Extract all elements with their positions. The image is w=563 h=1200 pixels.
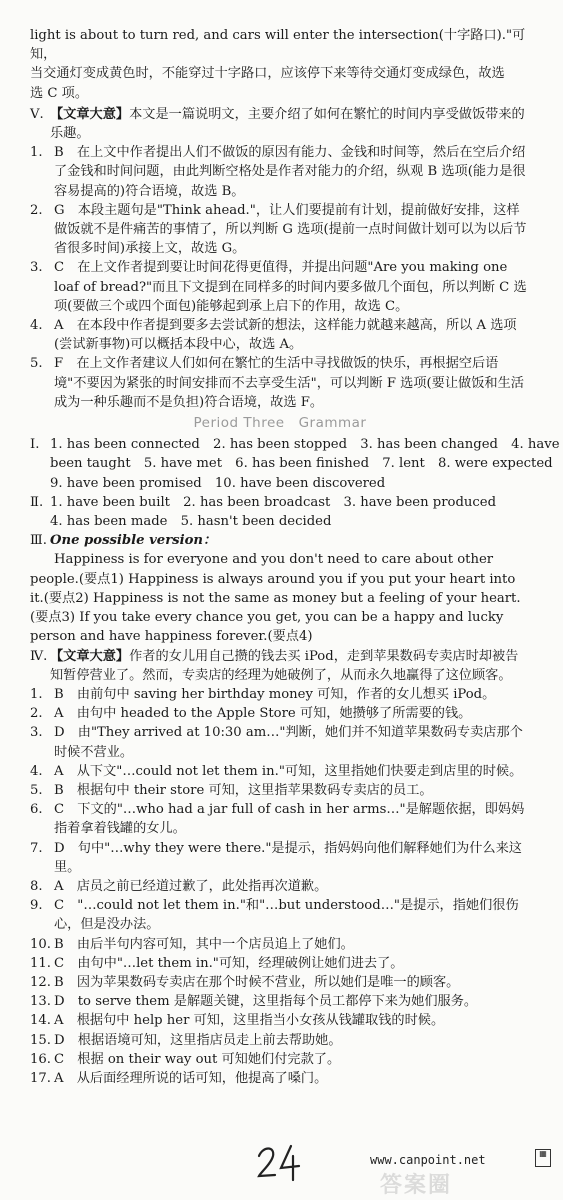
- item-text: B 由前句中 saving her birthday money 可知，作者的女儿想买 iPod。: [54, 686, 496, 702]
- item-number: 5.: [30, 356, 43, 372]
- grammar-answers: [50, 493, 530, 531]
- answer-item: [30, 954, 530, 973]
- item-number: 3.: [30, 725, 43, 741]
- answer-item: [30, 723, 530, 761]
- answer-item: [30, 800, 530, 838]
- version-label: One possible version：: [50, 533, 217, 549]
- sample-essay: Happiness is for everyone and you don't need to care about other people.(要点1) Happiness is always around you if you put your heart into it.(要点2) Happiness is not the same as money but a feeling of your heart.(要点3) If you take every chance you get, you can be a happy and lucky person and have happiness forever.(要点4): [30, 552, 521, 645]
- answer-item: [30, 973, 530, 992]
- answer-item: [30, 143, 530, 201]
- summary-tag: 【文章大意】: [50, 648, 130, 664]
- item-number: 16.: [30, 1051, 51, 1067]
- intro-line: 选 C 项。: [30, 85, 89, 101]
- grammar-row: 9. have been promised 10. have been discovered: [50, 475, 386, 491]
- item-number: 6.: [30, 802, 43, 818]
- period-heading: Period Three Grammar: [193, 415, 367, 432]
- logo-stamp-icon: ▦: [535, 1149, 551, 1167]
- answer-item: [30, 1031, 530, 1050]
- intro-line: light is about to turn red, and cars will enter the intersection(十字路口)."可知，: [30, 28, 526, 63]
- grammar-answers: [50, 435, 560, 493]
- section-number: Ⅳ.: [30, 648, 48, 664]
- item-text: A 从后面经理所说的话可知，他提高了嗓门。: [54, 1070, 328, 1086]
- item-text: B 在上文中作者提出人们不做饭的原因有能力、金钱和时间等，然后在空后介绍了金钱和时间问题，由此判断空格处是作者对能力的介绍，纵观 B 选项(能力是很容易提高的)符合语境，故选 B。: [54, 145, 526, 199]
- item-number: 10.: [30, 936, 51, 952]
- summary-text: 本文是一篇说明文，主要介绍了如何在繁忙的时间内享受做饭带来的乐趣。: [50, 106, 525, 142]
- item-number: 1.: [30, 145, 43, 161]
- item-text: C 下文的"…who had a jar full of cash in her arms…"是解题依据，即妈妈指着拿着钱罐的女儿。: [54, 802, 525, 837]
- section-iv-items: [30, 685, 530, 1088]
- item-number: 2.: [30, 706, 43, 722]
- section-number: Ⅲ.: [30, 533, 47, 549]
- answer-item: [30, 1050, 530, 1069]
- answer-item: [30, 201, 530, 259]
- item-number: 4.: [30, 763, 43, 779]
- item-text: B 由后半句内容可知，其中一个店员追上了她们。: [54, 936, 354, 952]
- item-text: C 在上文作者提到要让时间花得更值得，并提出问题"Are you making one loaf of bread?"而且下文提到在同样多的时间内要多做几个面包，所以判断 C 选项(要做三个或四个面包)能够起到承上启下的作用，故选 C。: [54, 260, 527, 314]
- watermark-logo: 答案圈: [380, 1173, 453, 1198]
- answer-item: [30, 1011, 530, 1030]
- section-number: Ⅰ.: [30, 437, 40, 453]
- grammar-section-1: [30, 435, 560, 493]
- answer-item: [30, 704, 530, 723]
- item-number: 4.: [30, 318, 43, 334]
- item-number: 1.: [30, 686, 43, 702]
- answer-item: [30, 1069, 530, 1088]
- item-number: 12.: [30, 974, 51, 990]
- item-number: 13.: [30, 994, 51, 1010]
- item-text: A 在本段中作者提到要多去尝试新的想法，这样能力就越来越高，所以 A 选项(尝试新事物)可以概括本段中心，故选 A。: [54, 318, 517, 353]
- answer-item: [30, 992, 530, 1011]
- section-v-items: [30, 143, 530, 412]
- item-number: 17.: [30, 1070, 51, 1086]
- grammar-row: 1. has been connected 2. has been stopped 3. has been changed 4. have: [50, 437, 560, 453]
- intro-continuation: [30, 26, 530, 103]
- item-text: D 句中"…why they were there."是提示，指妈妈向他们解释她们为什么来这里。: [54, 840, 522, 875]
- grammar-section-2: [30, 493, 530, 531]
- answer-item: [30, 839, 530, 877]
- item-text: B 因为苹果数码专卖店在那个时候不营业，所以她们是唯一的顾客。: [54, 974, 460, 990]
- item-number: 8.: [30, 878, 43, 894]
- answer-item: [30, 762, 530, 781]
- item-text: D to serve them 是解题关键，这里指每个员工都停下来为她们服务。: [54, 994, 478, 1010]
- item-text: F 在上文作者建议人们如何在繁忙的生活中寻找做饭的快乐，再根据空后语境"不要因为紧张的时间安排而不去享受生活"，可以判断 F 选项(要让做饭和生活成为一种乐趣而不是负担)符合语境，故选 F。: [54, 356, 524, 410]
- item-number: 9.: [30, 898, 43, 914]
- grammar-row: 4. has been made 5. hasn't been decided: [50, 514, 332, 530]
- item-text: D 根据语境可知，这里指店员走上前去帮助她。: [54, 1032, 342, 1048]
- item-text: C "…could not let them in."和"…but understood…"是提示，指她们很伤心，但是没办法。: [54, 898, 519, 933]
- item-text: A 由句中 headed to the Apple Store 可知，她攒够了所需要的钱。: [54, 706, 472, 722]
- section-number: Ⅱ.: [30, 494, 44, 510]
- summary-tag: 【文章大意】: [50, 106, 130, 122]
- answer-item: [30, 258, 530, 316]
- item-text: A 根据句中 help her 可知，这里指当小女孩从钱罐取钱的时候。: [54, 1013, 445, 1029]
- answer-item: [30, 354, 530, 412]
- item-number: 2.: [30, 202, 43, 218]
- item-text: B 根据句中 their store 可知，这里指苹果数码专卖店的员工。: [54, 782, 433, 798]
- item-number: 15.: [30, 1032, 51, 1048]
- handwritten-page-number: [255, 1142, 303, 1182]
- section-iv-summary: [30, 647, 530, 685]
- grammar-section-3-header: [30, 531, 530, 550]
- answer-item: [30, 877, 530, 896]
- section-v-summary: [30, 105, 530, 143]
- item-number: 11.: [30, 955, 51, 971]
- item-text: C 根据 on their way out 可知她们付完款了。: [54, 1051, 341, 1067]
- answer-item: [30, 316, 530, 354]
- grammar-row: 1. have been built 2. has been broadcast 3. have been produced: [50, 494, 497, 510]
- item-number: 3.: [30, 260, 43, 276]
- website-url: www.canpoint.net: [370, 1153, 486, 1167]
- item-number: 14.: [30, 1013, 51, 1029]
- item-text: C 由句中"…let them in."可知，经理破例让她们进去了。: [54, 955, 404, 971]
- item-text: A 从下文"…could not let them in."可知，这里指她们快要走到店里的时候。: [54, 763, 523, 779]
- item-number: 7.: [30, 840, 43, 856]
- item-text: G 本段主题句是"Think ahead."，让人们要提前有计划，提前做好安排，这样做饭就不是件痛苦的事情了，所以判断 G 选项(提前一点时间做计划可以为以后节省很多时间)承接上文，故选 G。: [54, 202, 527, 257]
- answer-item: [30, 935, 530, 954]
- item-text: A 店员之前已经道过歉了，此处指再次道歉。: [54, 878, 328, 894]
- answer-item: [30, 896, 530, 934]
- summary-text: 作者的女儿用自己攒的钱去买 iPod，走到苹果数码专卖店时却被告知暂停营业了。然而，专卖店的经理为她破例了，从而永久地赢得了这位顾客。: [50, 648, 519, 683]
- grammar-row: been taught 5. have met 6. has been finished 7. lent 8. were expected: [50, 456, 553, 472]
- answer-item: [30, 685, 530, 704]
- section-number: Ⅴ.: [30, 106, 44, 122]
- intro-line: 当交通灯变成黄色时，不能穿过十字路口，应该停下来等待交通灯变成绿色，故选: [30, 66, 505, 82]
- page-content: [30, 26, 560, 1088]
- item-text: D 由"They arrived at 10:30 am…"判断，她们并不知道苹果数码专卖店那个时候不营业。: [54, 725, 523, 760]
- item-number: 5.: [30, 782, 43, 798]
- answer-item: [30, 781, 530, 800]
